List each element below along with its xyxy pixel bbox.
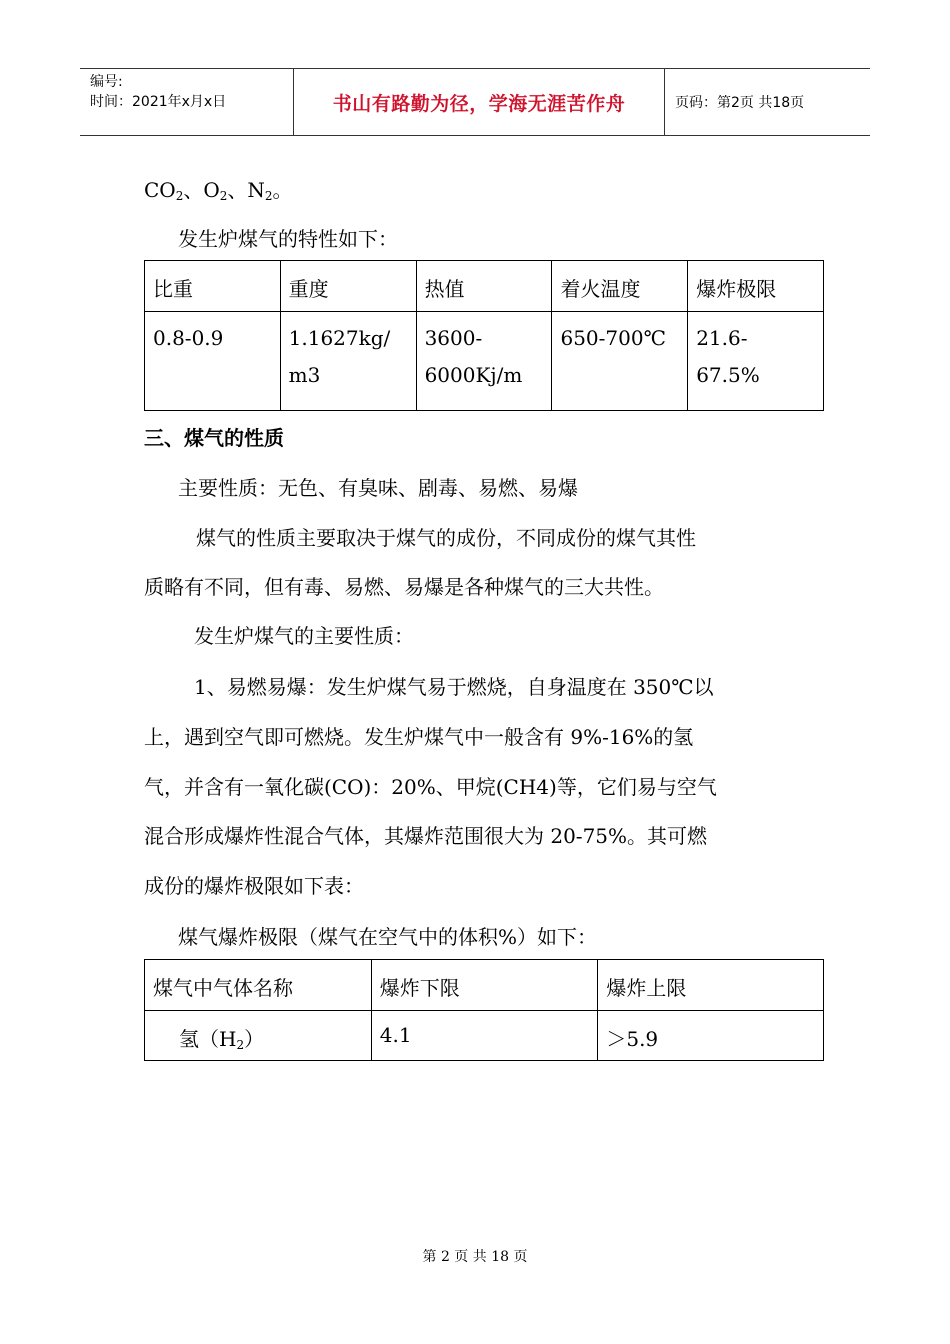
time-label: 时间：2021年x月x日 <box>90 94 227 110</box>
table-header-cell: 煤气中气体名称 <box>145 960 372 1011</box>
cell-line: 21.6- <box>696 326 748 350</box>
paragraph-line: 煤气的性质主要取决于煤气的成份，不同成份的煤气其性 <box>196 526 696 550</box>
table-header-row <box>145 960 824 1011</box>
gases-line <box>144 178 293 208</box>
header-page-info: 页码：第2页 共18页 <box>675 95 805 111</box>
table-cell <box>416 312 552 411</box>
gas-name: 氢（H <box>179 1027 237 1051</box>
gas-name-subscript: 2 <box>236 1038 245 1052</box>
gas-o: 、O <box>183 178 220 202</box>
table-cell <box>280 312 416 411</box>
gas-co-subscript: 2 <box>175 189 184 203</box>
table-header-cell: 着火温度 <box>552 261 688 312</box>
table-cell <box>688 312 824 411</box>
gas-n: 、N <box>227 178 265 202</box>
gas-n-subscript: 2 <box>264 189 273 203</box>
table-header-cell: 爆炸下限 <box>371 960 598 1011</box>
paragraph-line: 1、易燃易爆：发生炉煤气易于燃烧，自身温度在 350℃以 <box>194 675 714 699</box>
paragraph-line: 混合形成爆炸性混合气体，其爆炸范围很大为 20-75%。其可燃 <box>144 824 708 848</box>
table2-caption: 煤气爆炸极限（煤气在空气中的体积%）如下： <box>178 925 598 949</box>
table-header-row <box>145 261 824 312</box>
paragraph-line: 气，并含有一氧化碳(CO)：20%、甲烷(CH4)等，它们易与空气 <box>144 775 717 799</box>
gas-properties-table <box>144 260 824 411</box>
section-title: 三、煤气的性质 <box>144 426 284 450</box>
table-cell <box>145 312 281 411</box>
explosion-limits-table <box>144 959 824 1061</box>
table-header-cell: 比重 <box>145 261 281 312</box>
page-footer: 第 2 页 共 18 页 <box>422 1249 528 1265</box>
paragraph-line: 成份的爆炸极限如下表： <box>144 874 364 898</box>
cell-line: 650-700℃ <box>560 326 666 350</box>
gas-co: CO <box>144 178 176 202</box>
table-header-cell: 爆炸极限 <box>688 261 824 312</box>
table-cell: 4.1 <box>371 1011 598 1061</box>
table-row <box>145 312 824 411</box>
header-motto-cell <box>294 69 665 135</box>
table-cell <box>145 1011 372 1061</box>
main-properties: 主要性质：无色、有臭味、剧毒、易燃、易爆 <box>178 476 578 500</box>
paragraph-line: 发生炉煤气的主要性质： <box>194 624 414 648</box>
cell-line: 3600- <box>424 326 483 350</box>
gas-o-subscript: 2 <box>219 189 228 203</box>
gas-name-end: ） <box>244 1027 265 1051</box>
paragraph-line: 上，遇到空气即可燃烧。发生炉煤气中一般含有 9%-16%的氢 <box>144 725 694 749</box>
table-row <box>145 1011 824 1061</box>
cell-line: 67.5% <box>696 363 760 387</box>
table-header-cell: 热值 <box>416 261 552 312</box>
table-header-cell: 重度 <box>280 261 416 312</box>
number-label: 编号: <box>90 74 123 90</box>
cell-line: 6000Kj/m <box>424 363 523 387</box>
page-header <box>80 68 870 136</box>
header-meta <box>80 69 294 135</box>
cell-line: m3 <box>288 363 321 387</box>
table-cell: ＞5.9 <box>598 1011 824 1061</box>
table-header-cell: 爆炸上限 <box>598 960 824 1011</box>
header-motto: 书山有路勤为径，学海无涯苦作舟 <box>332 92 626 115</box>
table-cell <box>552 312 688 411</box>
table1-caption: 发生炉煤气的特性如下： <box>178 227 398 251</box>
cell-line: 0.8-0.9 <box>153 326 224 350</box>
gas-end: 。 <box>272 178 293 202</box>
paragraph-line: 质略有不同，但有毒、易燃、易爆是各种煤气的三大共性。 <box>144 575 664 599</box>
cell-line: 1.1627kg/ <box>288 326 391 350</box>
